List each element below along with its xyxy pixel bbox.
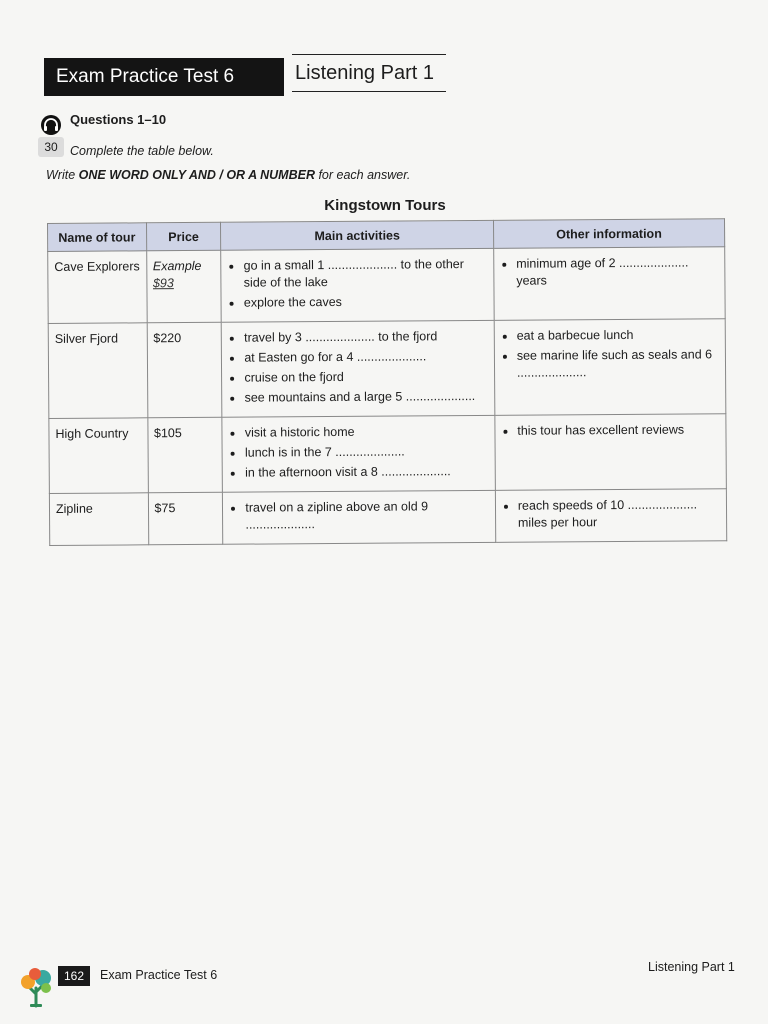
header-other-information: Other information — [493, 219, 724, 249]
activity-item: • see mountains and a large 5 .................... — [245, 388, 489, 407]
activity-item: • travel on a zipline above an old 9 .................... — [245, 498, 489, 534]
activity-item: • explore the caves — [244, 293, 488, 312]
write-prefix: Write — [46, 168, 79, 182]
table-title: Kingstown Tours — [324, 197, 446, 214]
activity-item: • at Easten go for a 4 .................... — [244, 348, 488, 367]
header-main-activities: Main activities — [221, 220, 494, 250]
footer-test-label: Exam Practice Test 6 — [100, 968, 218, 982]
tour-price: $220 — [147, 322, 222, 418]
table-row — [49, 489, 726, 546]
tour-name: Zipline — [49, 493, 148, 546]
tour-price: $105 — [147, 417, 222, 493]
write-instruction — [46, 168, 410, 182]
test-title-bar: Exam Practice Test 6 — [44, 58, 284, 96]
info-item: • see marine life such as seals and 6 .................... — [517, 346, 719, 381]
activity-item: • travel by 3 .................... to the fjord — [244, 328, 488, 347]
write-suffix: for each answer. — [314, 168, 411, 182]
activity-item: • go in a small 1 .................... to the other side of the lake — [244, 256, 488, 292]
track-number: 30 — [38, 137, 64, 157]
tour-name: Silver Fjord — [48, 323, 147, 419]
main-activities — [222, 415, 495, 492]
table-row — [49, 414, 727, 494]
info-item: • minimum age of 2 .................... years — [516, 254, 718, 289]
footer-section-label: Listening Part 1 — [648, 960, 735, 974]
info-item: • eat a barbecue lunch — [517, 326, 719, 344]
main-activities — [223, 490, 496, 544]
header-price: Price — [146, 222, 221, 251]
activity-item: • lunch is in the 7 .................... — [245, 443, 489, 462]
other-information — [495, 414, 727, 491]
activity-item: • in the afternoon visit a 8 .................... — [245, 463, 489, 482]
write-bold: ONE WORD ONLY AND / OR A NUMBER — [78, 168, 315, 182]
table-row — [48, 247, 725, 324]
section-title: Listening Part 1 — [292, 54, 446, 92]
activity-item: • cruise on the fjord — [244, 368, 488, 387]
headphones-icon — [40, 115, 62, 135]
info-item: • reach speeds of 10 .................... miles per hour — [518, 496, 720, 531]
activity-item: • visit a historic home — [245, 423, 489, 442]
example-price: $93 — [152, 276, 174, 291]
header-name: Name of tour — [48, 223, 147, 252]
info-item: • this tour has excellent reviews — [517, 421, 719, 439]
questions-heading: Questions 1–10 — [70, 112, 167, 127]
tree-logo-icon — [16, 966, 56, 1008]
tours-table — [47, 218, 727, 546]
table-row — [48, 319, 726, 419]
other-information — [494, 247, 726, 321]
page-number: 162 — [58, 966, 90, 986]
other-information — [494, 319, 726, 416]
main-activities — [221, 248, 494, 322]
main-activities — [222, 320, 495, 417]
tour-price — [146, 250, 221, 323]
example-label: Example — [152, 258, 202, 274]
tour-price: $75 — [148, 492, 223, 545]
instruction-text: Complete the table below. — [70, 144, 214, 158]
tour-name: High Country — [49, 418, 148, 494]
tour-name: Cave Explorers — [48, 251, 147, 324]
other-information — [495, 489, 726, 543]
